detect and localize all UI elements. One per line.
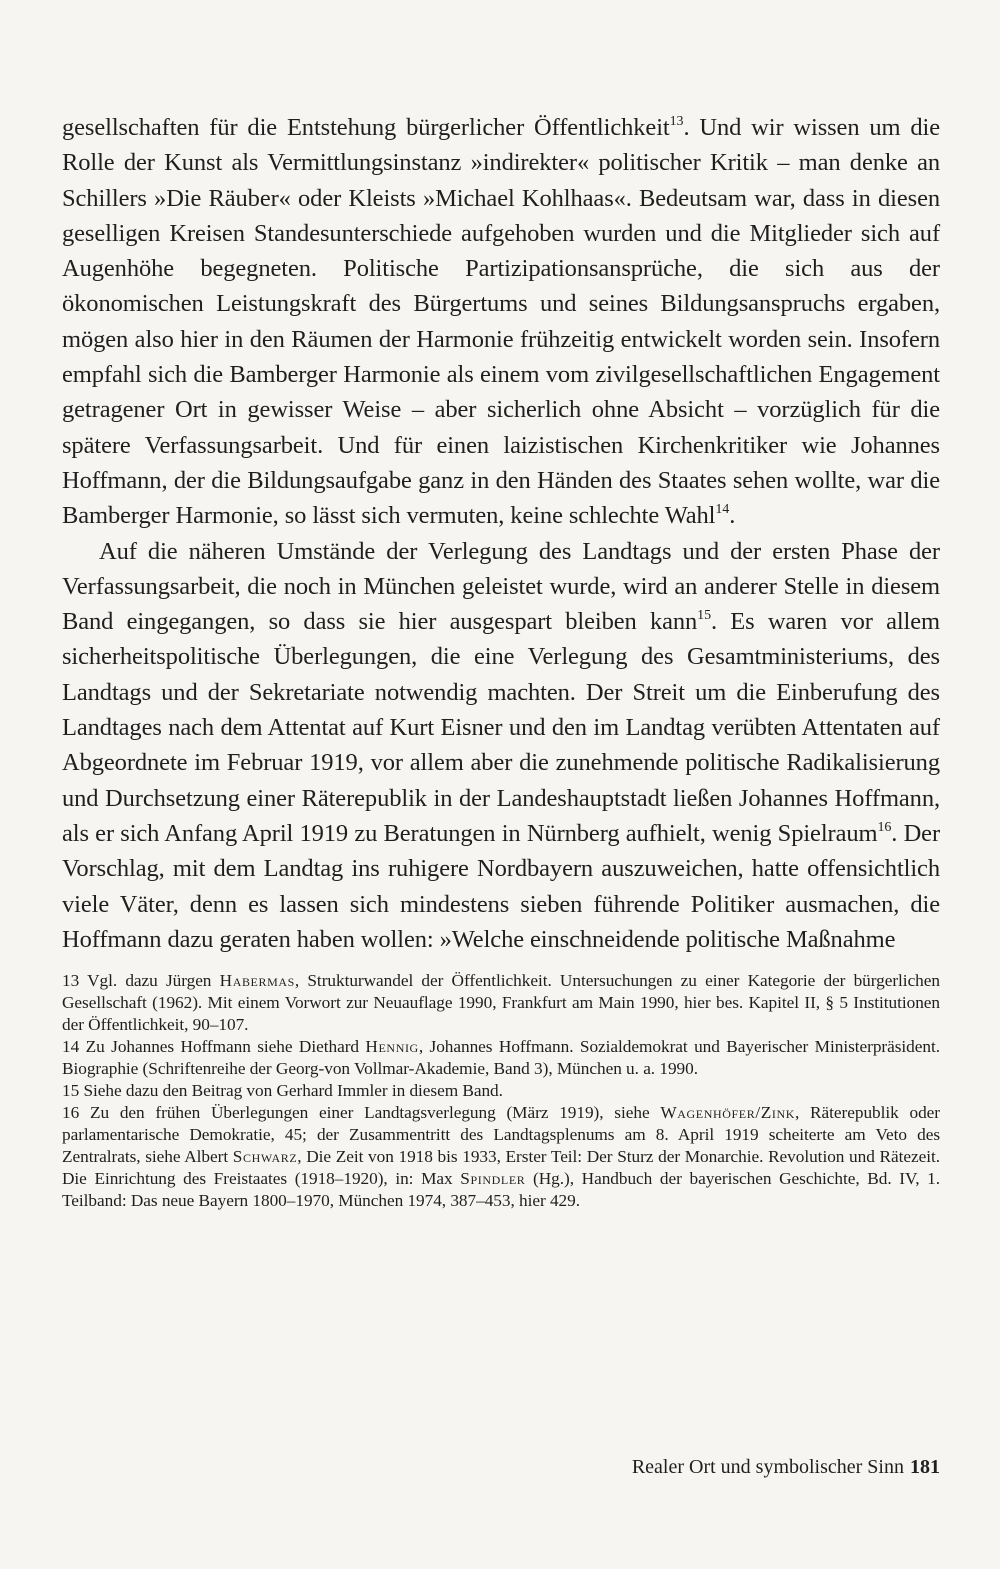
footnotes (62, 970, 940, 1212)
paragraph-text: Auf die näheren Umstände der Verlegung des Landtags und der ersten Phase der Verfassungsarbeit, die noch in München geleistet wurde, wird an anderer Stelle in diesem Band eingegangen, so dass sie hier ausgespart bleiben kann (62, 537, 940, 636)
footnote-15 (62, 1080, 940, 1102)
paragraph-text: gesellschaften für die Entstehung bürgerlicher Öffentlichkeit (62, 114, 670, 141)
footnote-text: (Hg.), Handbuch der bayerischen Geschichte, Bd. IV, 1. Teilband: Das neue Bayern 1800–1970, München 1974, 387–453, hier 429. (62, 1169, 940, 1211)
author-name: Spindler (460, 1169, 526, 1189)
book-page (62, 110, 940, 1550)
footnote-text: , Strukturwandel der Öffentlichkeit. Untersuchungen zu einer Kategorie der bürgerlichen Gesellschaft (1962). Mit einem Vorwort zur Neuauflage 1990, Frankfurt am Main 1990, hier bes. Kapitel II, § 5 Institutionen der Öffentlichkeit, 90–107. (62, 971, 940, 1035)
main-text (62, 110, 940, 957)
footnote-text: Zu den frühen Überlegungen einer Landtagsverlegung (März 1919), siehe (89, 1103, 661, 1123)
footnote-14 (62, 1036, 940, 1080)
author-name: Habermas (219, 971, 295, 991)
page-number: 181 (910, 1456, 940, 1478)
footnote-number: 16 (62, 1103, 80, 1123)
footnote-16 (62, 1102, 940, 1212)
author-name: Hennig (365, 1037, 419, 1057)
running-title: Realer Ort und symbolischer Sinn (631, 1456, 904, 1478)
footnote-number: 14 (62, 1037, 80, 1057)
footnote-ref-16[interactable]: 16 (877, 819, 892, 835)
footnote-text: , Räterepublik oder parlamentarische Demokratie, 45; der Zusammentritt des Landtagsplenums am 8. April 1919 scheiterte am Veto des Zentralrats, siehe Albert (62, 1103, 940, 1167)
paragraph-text: . Der Vorschlag, mit dem Landtag ins ruhigere Nordbayern auszuweichen, hatte offensichtlich viele Väter, denn es lassen sich mindestens sieben führende Politiker ausmachen, die Hoffmann dazu geraten haben wollen: »Welche einschneidende politische Maßnahme (62, 819, 941, 953)
paragraph-text: . Und wir wissen um die Rolle der Kunst als Vermittlungsinstanz »indirekter« politischer Kritik – man denke an Schillers »Die Räuber« oder Kleists »Michael Kohlhaas«. Bedeutsam war, dass in diesen geselligen Kreisen Standesunterschiede aufgehoben wurden und die Mitglieder sich auf Augenhöhe begegneten. Politische Partizipationsansprüche, die sich aus der ökonomischen Leistungskraft des Bürgertums und seines Bildungsanspruchs ergaben, mögen also hier in den Räumen der Harmonie frühzeitig entwickelt worden sein. Insofern empfahl sich die Bamberger Harmonie als einem vom zivilgesellschaftlichen Engagement getragener Ort in gewisser Weise – aber sicherlich ohne Absicht – vorzüglich für die spätere Verfassungsarbeit. Und für einen laizistischen Kirchenkritiker wie Johannes Hoffmann, der die Bildungsaufgabe ganz in den Händen des Staates sehen wollte, war die Bamberger Harmonie, so lässt sich vermuten, keine schlechte Wahl (62, 114, 941, 530)
footnote-text: , Johannes Hoffmann. Sozialdemokrat und Bayerischer Ministerpräsident. Biographie (Schriftenreihe der Georg-von Vollmar-Akademie, Band 3), München u. a. 1990. (62, 1037, 940, 1079)
footnote-ref-15[interactable]: 15 (697, 608, 711, 624)
footnote-ref-14[interactable]: 14 (715, 502, 730, 518)
paragraph-text: . Es waren vor allem sicherheitspolitische Überlegungen, die eine Verlegung des Gesamtministeriums, des Landtags und der Sekretariate notwendig machten. Der Streit um die Einberufung des Landtages nach dem Attentat auf Kurt Eisner und den im Landtag verübten Attentaten auf Abgeordnete im Februar 1919, vor allem aber die zunehmende politische Radikalisierung und Durchsetzung einer Räterepublik in der Landeshauptstadt ließen Johannes Hoffmann, als er sich Anfang April 1919 zu Beratungen in Nürnberg aufhielt, wenig Spielraum (62, 608, 940, 847)
author-name: Schwarz (232, 1147, 298, 1167)
footnote-number: 15 (62, 1081, 80, 1101)
footnote-text: Siehe dazu den Beitrag von Gerhard Immler in diesem Band. (83, 1081, 503, 1101)
paragraph-2 (62, 534, 940, 958)
footnote-text: Vgl. dazu Jürgen (87, 971, 220, 991)
author-name: Wagenhöfer/Zink (660, 1103, 796, 1123)
footnote-text: , Die Zeit von 1918 bis 1933, Erster Teil: Der Sturz der Monarchie. Revolution und Rätezeit. Die Einrichtung des Freistaates (1918–1920), in: Max (62, 1147, 940, 1189)
running-footer (632, 1455, 940, 1479)
footnote-ref-13[interactable]: 13 (669, 114, 684, 129)
footnote-13 (62, 970, 940, 1036)
paragraph-1 (62, 110, 940, 534)
footnote-number: 13 (62, 971, 80, 991)
footnote-text: Zu Johannes Hoffmann siehe Diethard (85, 1037, 366, 1057)
paragraph-text: . (729, 502, 736, 530)
